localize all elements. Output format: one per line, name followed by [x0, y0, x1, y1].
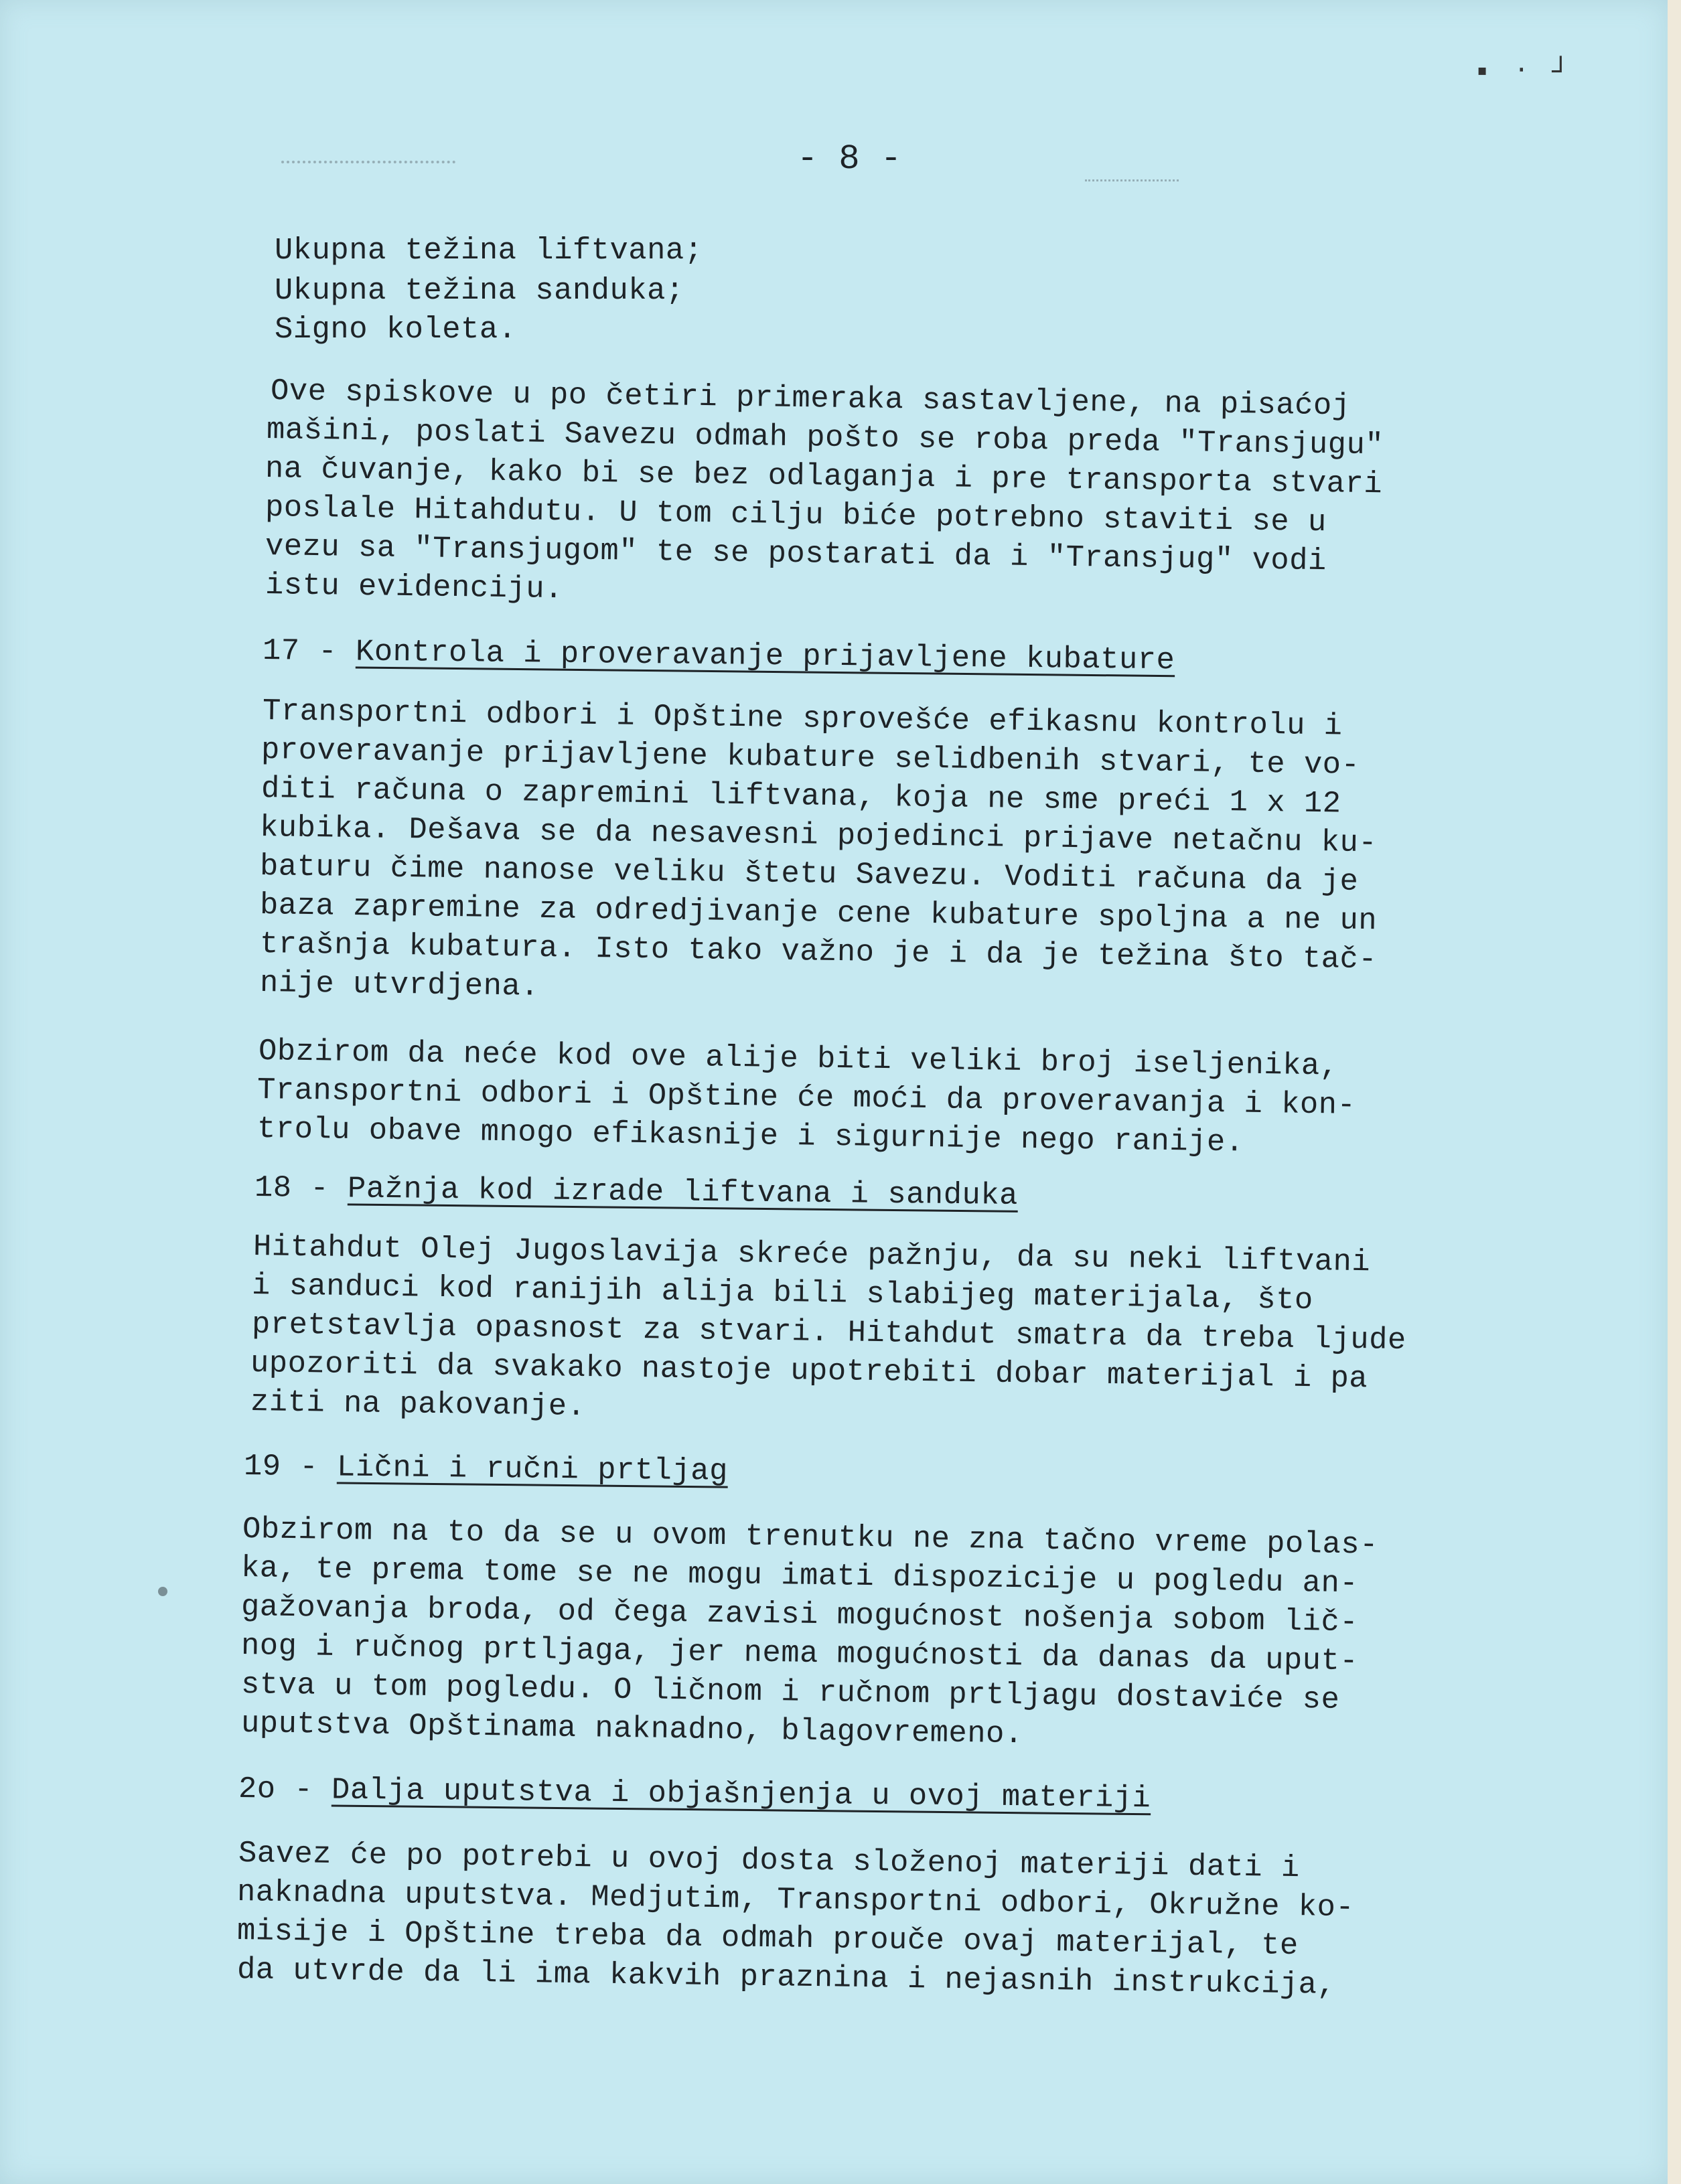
- section-19-heading: [243, 1449, 729, 1489]
- paragraph-line: nog i ručnog prtljaga, jer nema mogućnosti da danas da uput-: [240, 1628, 1359, 1679]
- section-number: 18 -: [254, 1170, 348, 1206]
- section-title: Kontrola i proveravanje prijavljene kubature: [355, 634, 1175, 678]
- paragraph-line: proveravanje prijavljene kubature selidbenih stvari, te vo-: [261, 732, 1360, 783]
- paragraph-line: trolu obave mnogo efikasnije i sigurnije nego ranije.: [257, 1111, 1244, 1160]
- paragraph-line: upozoriti da svakako nastoje upotrebiti dobar materijal i pa: [250, 1346, 1368, 1397]
- section-title: Dalja uputstva i objašnjenja u ovoj materiji: [331, 1772, 1151, 1816]
- paragraph-line: da utvrde da li ima kakvih praznina i nejasnih instrukcija,: [236, 1952, 1336, 2003]
- paragraph-line: Ove spiskove u po četiri primeraka sastavljene, na pisaćoj: [270, 374, 1351, 424]
- paragraph-line: Savez će po potrebi u ovoj dosta složenoj materiji dati i: [238, 1836, 1301, 1886]
- section-number: 19 -: [243, 1449, 338, 1485]
- paragraph-line: poslale Hitahdutu. U tom cilju biće potrebno staviti se u: [265, 490, 1327, 540]
- section-title: Lični i ručni prtljag: [336, 1450, 729, 1489]
- paragraph-line: i sanduci kod ranijih alija bili slabijeg materijala, što: [251, 1268, 1314, 1318]
- intro-line: Ukupna težina sanduka;: [275, 273, 684, 308]
- paragraph-line: baza zapremine za odredjivanje cene kubature spoljna a ne un: [259, 888, 1378, 939]
- paragraph-line: ka, te prema tome se ne mogu imati dispozicije u pogledu an-: [240, 1551, 1359, 1602]
- scan-edge-strip: [1668, 0, 1681, 2184]
- paragraph-line: baturu čime nanose veliku štetu Savezu. Voditi računa da je: [259, 849, 1359, 899]
- paragraph-line: stva u tom pogledu. O ličnom i ručnom prtljagu dostaviće se: [240, 1667, 1340, 1717]
- intro-line: Signo koleta.: [275, 312, 517, 347]
- paragraph-line: na čuvanje, kako bi se bez odlaganja i pre transporta stvari: [265, 451, 1383, 502]
- paragraph-line: trašnja kubatura. Isto tako važno je i da je težina što tač-: [259, 927, 1378, 978]
- paragraph-line: ziti na pakovanje.: [250, 1385, 586, 1424]
- paragraph-line: nije utvrdjena.: [259, 965, 540, 1004]
- paragraph-line: Transportni odbori i Opštine sprovešće efikasnu kontrolu i: [262, 694, 1343, 744]
- section-17-heading: [262, 633, 1175, 678]
- paragraph-line: Transportni odbori i Opštine će moći da proveravanja i kon-: [257, 1073, 1356, 1123]
- section-20-heading: [238, 1774, 1151, 1814]
- paragraph-line: mašini, poslati Savezu odmah pošto se roba preda "Transjugu": [266, 412, 1384, 463]
- paragraph-line: Obzirom da neće kod ove alije biti veliki broj iseljenika,: [258, 1034, 1339, 1084]
- paragraph-line: istu evidenciju.: [265, 568, 564, 607]
- page-number: - 8 -: [797, 139, 902, 179]
- paragraph-line: misije i Opštine treba da odmah prouče ovaj materijal, te: [236, 1914, 1299, 1964]
- paragraph-line: diti računa o zapremini liftvana, koja ne sme preći 1 x 12: [261, 771, 1341, 822]
- ink-specks: [281, 161, 455, 167]
- paragraph-line: uputstva Opštinama naknadno, blagovremeno.: [240, 1706, 1024, 1752]
- paragraph-line: gažovanja broda, od čega zavisi mogućnost nošenja sobom lič-: [240, 1589, 1359, 1640]
- ink-specks: [1085, 179, 1179, 185]
- paragraph-line: naknadna uputstva. Medjutim, Transportni odbori, Okružne ko-: [236, 1875, 1355, 1926]
- section-number: 17 -: [262, 633, 356, 670]
- intro-line: Ukupna težina liftvana;: [275, 233, 703, 268]
- section-18-heading: [254, 1170, 1019, 1213]
- section-title: Pažnja kod izrade liftvana i sanduka: [347, 1171, 1019, 1213]
- paragraph-line: pretstavlja opasnost za stvari. Hitahdut smatra da treba ljude: [251, 1307, 1407, 1358]
- corner-ink-mark: ▪ ‧ ┘: [1473, 56, 1574, 90]
- margin-dot: [158, 1587, 167, 1596]
- paragraph-line: Hitahdut Olej Jugoslavija skreće pažnju, da su neki liftvani: [252, 1229, 1371, 1280]
- section-number: 2o -: [238, 1772, 332, 1808]
- paragraph-line: kubika. Dešava se da nesavesni pojedinci prijave netačnu ku-: [259, 810, 1378, 861]
- paragraph-line: vezu sa "Transjugom" te se postarati da i "Transjug" vodi: [265, 529, 1327, 579]
- paragraph-line: Obzirom na to da se u ovom trenutku ne zna tačno vreme polas-: [242, 1512, 1379, 1563]
